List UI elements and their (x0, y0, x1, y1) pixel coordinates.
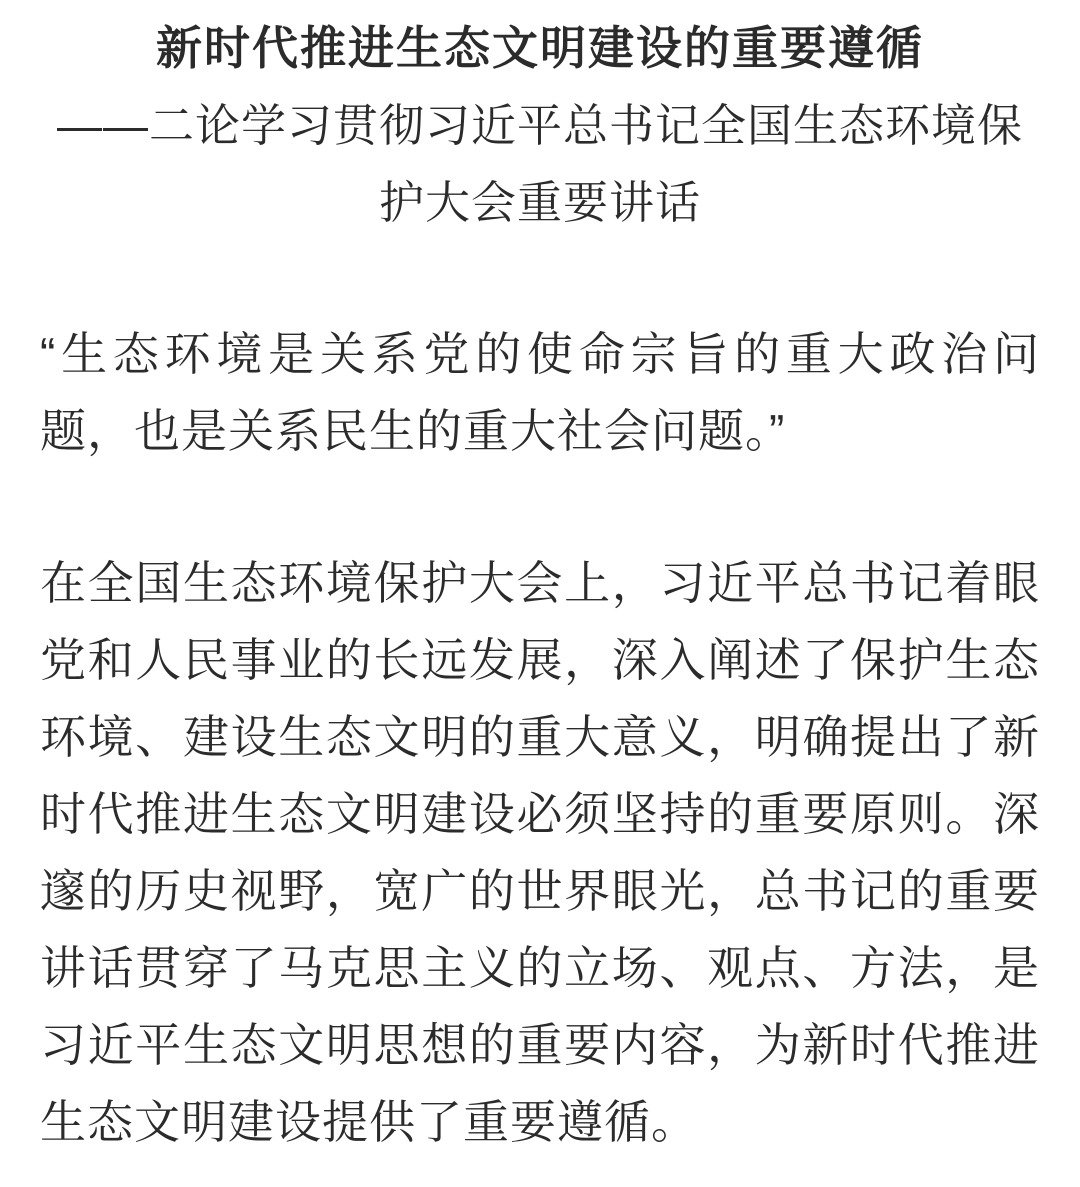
quote-paragraph: “生态环境是关系党的使命宗旨的重大政治问题，也是关系民生的重大社会问题。” (40, 328, 1040, 457)
article-subtitle: ——二论学习贯彻习近平总书记全国生态环境保护大会重要讲话 (56, 100, 1023, 228)
body-paragraph: 在全国生态环境保护大会上，习近平总书记着眼党和人民事业的长远发展，深入阐述了保护生态环境、建设生态文明的重大意义，明确提出了新时代推进生态文明建设必须坚持的重要原则。深邃的历史视野，宽广的世界眼光，总书记的重要讲话贯穿了马克思主义的立场、观点、方法，是习近平生态文明思想的重要内容，为新时代推进生态文明建设提供了重要遵循。 (40, 557, 1040, 1148)
page-title: 新时代推进生态文明建设的重要遵循 (156, 22, 924, 74)
